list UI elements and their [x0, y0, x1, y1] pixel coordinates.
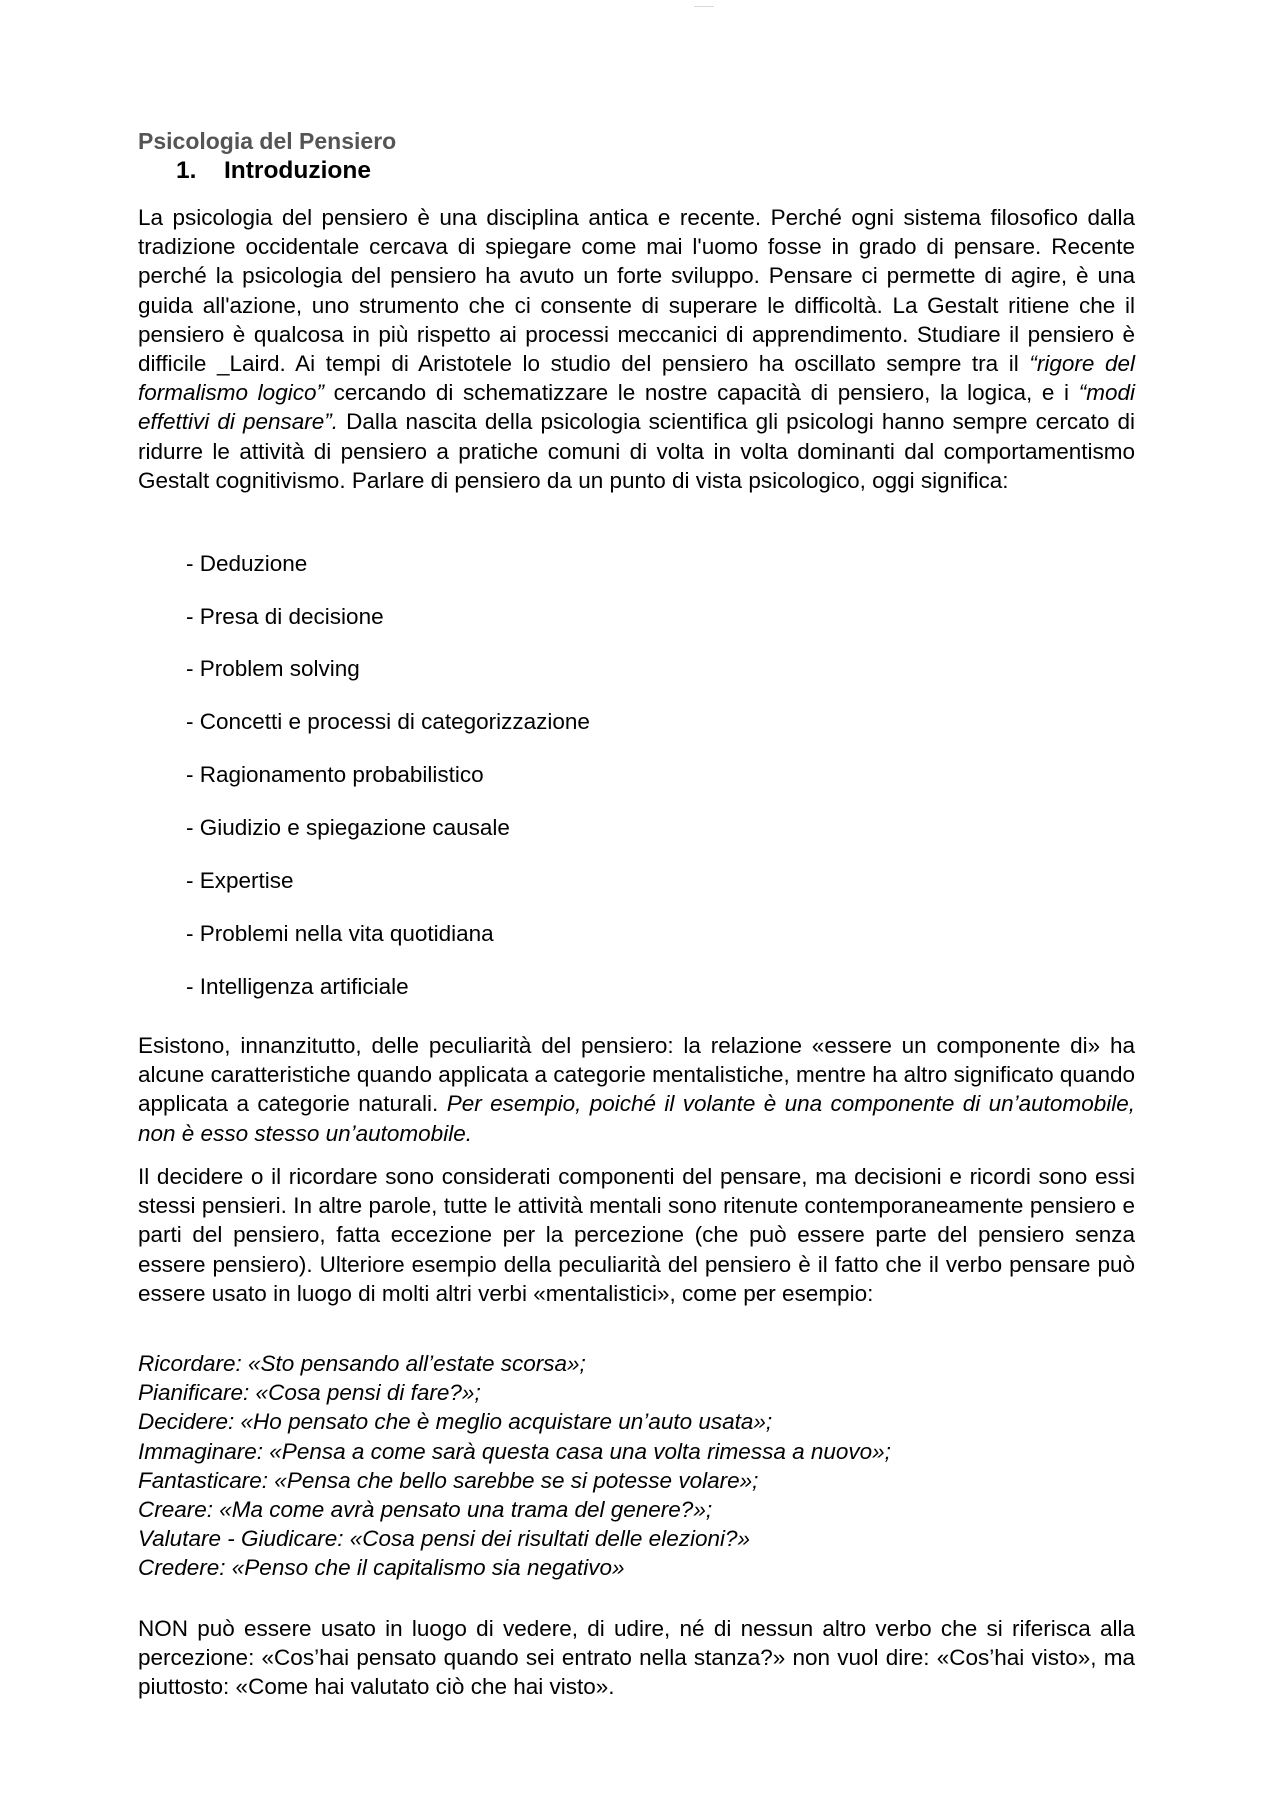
list-item: - Ragionamento probabilistico — [186, 762, 484, 787]
components-paragraph: Il decidere o il ricordare sono considerati componenti del pensare, ma decisioni e ricordi sono essi stessi pensieri. In altre parole, tutte le attività mentali sono ritenute contemporaneamente pensiero e parti del pensiero, fatta eccezione per la percezione (che può essere parte del pensiero senza essere pensiero). Ulteriore esempio della peculiarità del pensiero è il fatto che il verbo pensare può essere usato in luogo di molti altri verbi «mentalistici», come per esempio: — [138, 1164, 1135, 1306]
example-line: Fantasticare: «Pensa che bello sarebbe se si potesse volare»; — [138, 1467, 759, 1493]
list-item: - Intelligenza artificiale — [186, 974, 409, 999]
section-heading — [176, 157, 371, 185]
example-line: Immaginare: «Pensa a come sarà questa casa una volta rimessa a nuovo»; — [138, 1438, 891, 1464]
perception-paragraph: NON può essere usato in luogo di vedere, di udire, né di nessun altro verbo che si riferisca alla percezione: «Cos’hai pensato quando sei entrato nella stanza?» non vuol dire: «Cos’hai visto», ma piuttosto: «Come hai valutato ciò che hai visto». — [138, 1616, 1135, 1700]
list-item: - Concetti e processi di categorizzazione — [186, 709, 590, 734]
intro-text-3: Dalla nascita della psicologia scientifica gli psicologi hanno sempre cercato di ridurre le attività di pensiero a pratiche comuni di volta in volta dominanti dal comportamentismo Gestalt cognitivismo. Parlare di pensiero da un punto di vista psicologico, oggi significa: — [138, 409, 1135, 493]
intro-italic-2: “modi effettivi di pensare”. — [138, 380, 1135, 435]
example-line: Pianificare: «Cosa pensi di fare?»; — [138, 1380, 481, 1406]
list-item: - Problem solving — [186, 656, 360, 681]
section-title: Introduzione — [224, 157, 371, 184]
example-line: Decidere: «Ho pensato che è meglio acquistare un’auto usata»; — [138, 1409, 773, 1435]
peculiarity-paragraph — [138, 1031, 1135, 1148]
list-item: - Giudizio e spiegazione causale — [186, 815, 510, 840]
example-line: Ricordare: «Sto pensando all’estate scorsa»; — [138, 1351, 586, 1376]
intro-italic-1: “rigore del formalismo logico” — [138, 351, 1135, 406]
section-number: 1. — [176, 157, 197, 184]
peculiarity-text: Esistono, innanzitutto, delle peculiarità del pensiero: la relazione «essere un componente di» ha alcune caratteristiche quando applicata a categorie mentalistiche, mentre ha altro significato quando applicata a categorie naturali. — [138, 1033, 1135, 1117]
example-line: Valutare - Giudicare: «Cosa pensi dei risultati delle elezioni?» — [138, 1526, 751, 1552]
peculiarity-italic: Per esempio, poiché il volante è una componente di un’automobile, non è esso stesso un’automobile. — [138, 1091, 1135, 1146]
list-item: - Presa di decisione — [186, 604, 384, 629]
document-title: Psicologia del Pensiero — [138, 128, 397, 154]
example-line: Creare: «Ma come avrà pensato una trama del genere?»; — [138, 1497, 713, 1523]
example-line: Credere: «Penso che il capitalismo sia negativo» — [138, 1555, 625, 1581]
intro-text-1: La psicologia del pensiero è una disciplina antica e recente. Perché ogni sistema filosofico dalla tradizione occidentale cercava di spiegare come mai l'uomo fosse in grado di pensare. Recente perché la psicologia del pensiero ha avuto un forte sviluppo. Pensare ci permette di agire, è una guida all'azione, uno strumento che ci consente di superare le difficoltà. La Gestalt ritiene che il pensiero è qualcosa in più rispetto ai processi meccanici di apprendimento. Studiare il pensiero è difficile _Laird. Ai tempi di Aristotele lo studio del pensiero ha oscillato sempre tra il — [138, 205, 1135, 377]
intro-paragraph — [138, 203, 1135, 495]
page-top-mark — [694, 6, 714, 7]
list-item: - Expertise — [186, 868, 294, 893]
verb-examples-list — [138, 1349, 1138, 1583]
intro-text-2: cercando di schematizzare le nostre capacità di pensiero, la logica, e i — [323, 380, 1079, 406]
list-item: - Deduzione — [186, 551, 308, 576]
list-item: - Problemi nella vita quotidiana — [186, 921, 494, 946]
